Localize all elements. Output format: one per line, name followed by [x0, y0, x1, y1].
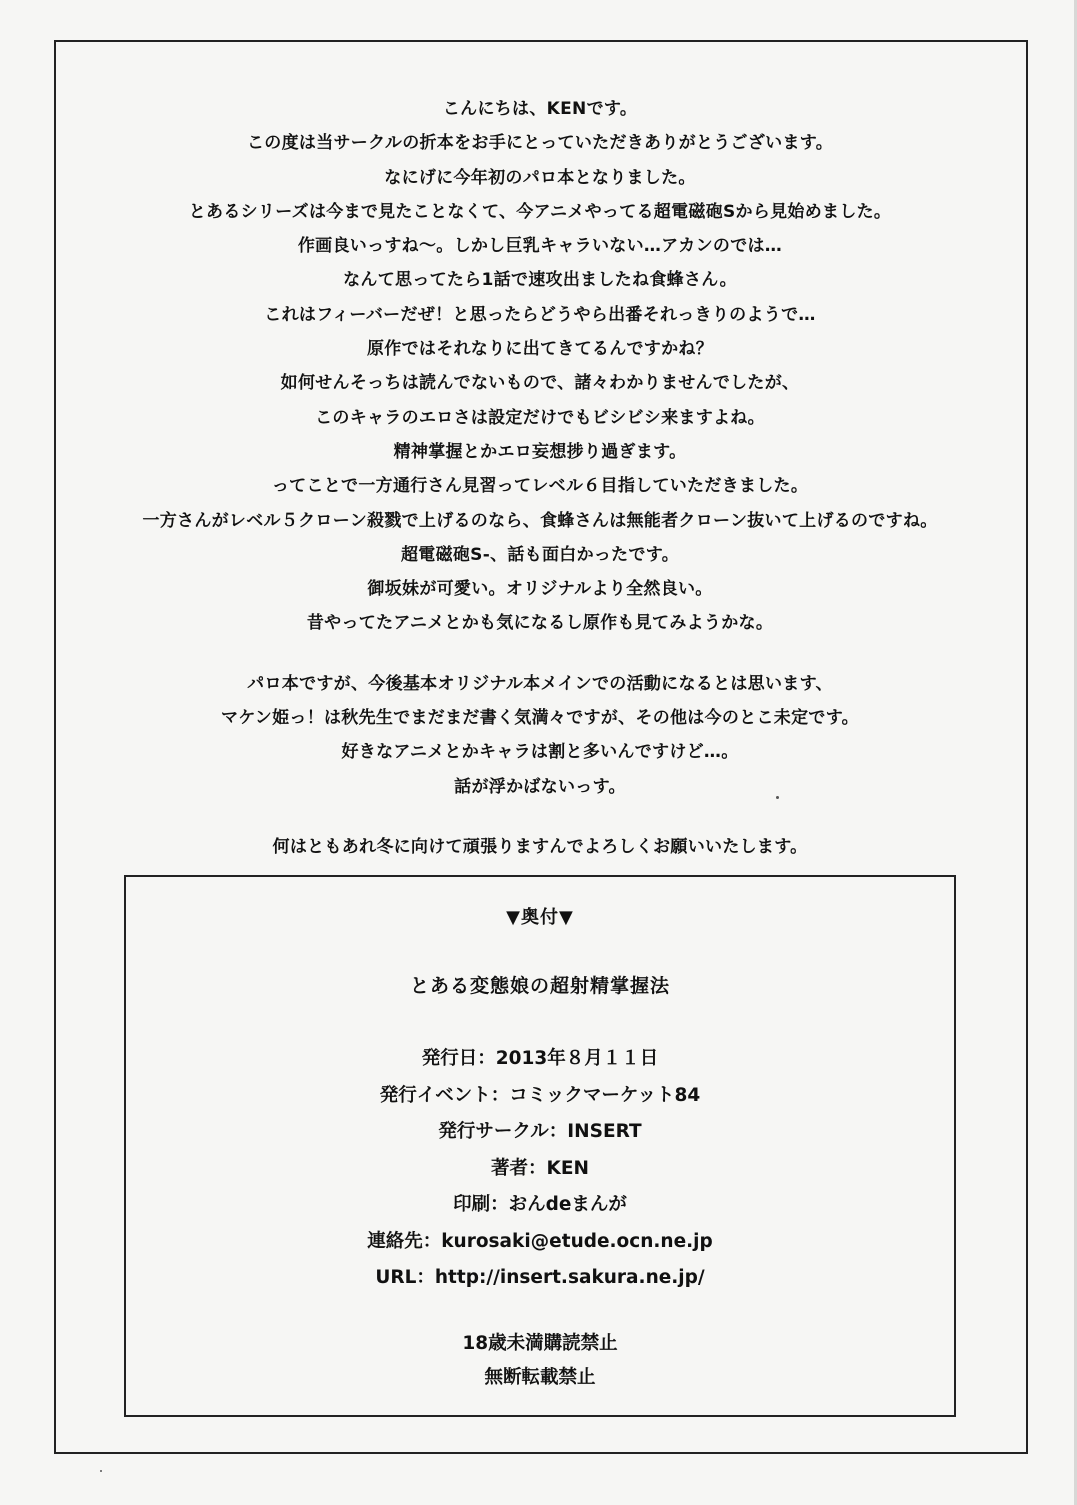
afterword-line: この度は当サークルの折本をお手にとっていただきありがとうございます。 — [247, 133, 833, 154]
book-title: とある変態娘の超射精掌握法 — [409, 975, 670, 997]
no-reprint-notice: 無断転載禁止 — [484, 1367, 596, 1388]
contact-email: 連絡先：kurosaki@etude.ocn.ne.jp — [367, 1230, 713, 1252]
publish-circle: 発行サークル：INSERT — [438, 1121, 642, 1142]
afterword-line: 超電磁砲S-、話も面白かったです。 — [400, 544, 680, 565]
afterword-line: なんて思ってたら1話で速攻出ましたね食蜂さん。 — [343, 270, 737, 291]
afterword-line: ってことで一方通行さん見習ってレベル６目指していただきました。 — [271, 476, 809, 497]
colophon-fields — [126, 1041, 954, 1297]
age-restriction-notice: 18歳未満購読禁止 — [462, 1333, 618, 1354]
paper-speck — [776, 796, 779, 799]
afterword-line: 御坂妹が可愛い。オリジナルより全然良い。 — [367, 579, 713, 600]
afterword-line: マケン姫っ！は秋先生でまだまだ書く気満々ですが、その他は今のとこ未定です。 — [221, 708, 859, 729]
paragraph-gap — [70, 641, 1010, 667]
afterword-line: 好きなアニメとかキャラは割と多いんですけど…。 — [341, 742, 739, 763]
publish-date: 発行日：2013年８月１１日 — [421, 1048, 659, 1069]
colophon-heading: ▼奥付▼ — [506, 907, 574, 928]
afterword-line: これはフィーバーだぜ！と思ったらどうやら出番それっきりのようで… — [264, 304, 816, 325]
website-url: URL：http://insert.sakura.ne.jp/ — [375, 1267, 705, 1288]
publish-event: 発行イベント：コミックマーケット84 — [379, 1084, 701, 1106]
paper-speck — [100, 1470, 102, 1472]
paragraph-gap — [70, 804, 1010, 830]
afterword-line: 一方さんがレベル５クローン殺戮で上げるのなら、食蜂さんは無能者クローン抜いて上げるのですね。 — [142, 510, 938, 531]
afterword-line: 話が浮かばないっす。 — [454, 776, 626, 797]
afterword-line: とあるシリーズは今まで見たことなくて、今アニメやってる超電磁砲Sから見始めました。 — [188, 201, 892, 222]
afterword-line: 精神掌握とかエロ妄想捗り過ぎます。 — [393, 441, 687, 462]
printer: 印刷：おんdeまんが — [453, 1194, 627, 1215]
colophon-notices — [126, 1327, 954, 1395]
afterword-line: 原作ではそれなりに出てきてるんですかね？ — [367, 339, 713, 360]
afterword-line: なにげに今年初のパロ本となりました。 — [384, 167, 696, 188]
afterword-line: このキャラのエロさは設定だけでもビシビシ来ますよね。 — [315, 407, 765, 428]
colophon-box — [124, 875, 956, 1417]
afterword-line: 昔やってたアニメとかも気になるし原作も見てみようかな。 — [306, 613, 774, 634]
afterword-line: パロ本ですが、今後基本オリジナル本メインでの活動になるとは思います、 — [247, 673, 833, 694]
afterword-line: 作画良いっすね～。しかし巨乳キャラいない…アカンのでは… — [297, 236, 783, 257]
afterword-text — [70, 92, 1010, 864]
author: 著者：KEN — [491, 1157, 589, 1179]
afterword-closing: 何はともあれ冬に向けて頑張りますんでよろしくお願いいたします。 — [272, 836, 808, 857]
afterword-line: こんにちは、KENです。 — [442, 99, 638, 119]
afterword-line: 如何せんそっちは読んでないもので、諸々わかりませんでしたが、 — [280, 373, 800, 394]
